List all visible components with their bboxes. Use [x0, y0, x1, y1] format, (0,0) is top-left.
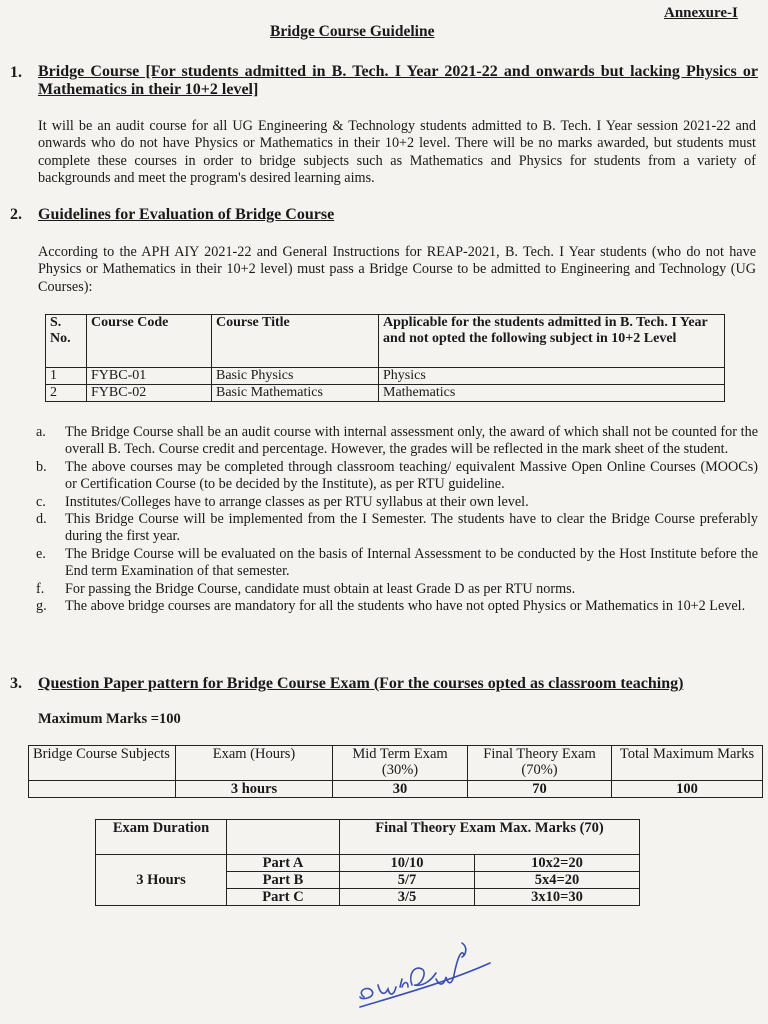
header-cell: Exam Duration	[96, 820, 227, 855]
header-cell: Course Title	[212, 315, 379, 368]
list-item	[36, 424, 758, 459]
list-item-label: g.	[36, 598, 47, 615]
table-cell: 5x4=20	[475, 872, 640, 889]
section-3-title: Question Paper pattern for Bridge Course Exam (For the courses opted as classroom teaching)	[38, 675, 684, 692]
list-item	[36, 598, 758, 615]
table-cell: Physics	[379, 368, 725, 385]
handwritten-signature	[350, 935, 500, 1020]
marks-distribution-table	[95, 819, 640, 906]
table-cell: Basic Mathematics	[212, 385, 379, 402]
table-header-row	[46, 315, 725, 368]
table-cell: 3/5	[340, 889, 475, 906]
list-item-text: The above bridge courses are mandatory for all the students who have not opted Physics or Mathematics in 10+2 Level.	[65, 598, 746, 615]
guideline-points	[36, 424, 758, 615]
list-item-text: This Bridge Course will be implemented from the I Semester. The students have to clear the Bridge Course preferably during the first year.	[65, 511, 758, 545]
list-item-label: d.	[36, 511, 47, 528]
list-item-text: The Bridge Course will be evaluated on the basis of Internal Assessment to be conducted by the Host Institute before the End term Examination of that semester.	[65, 545, 758, 580]
list-item-text: The Bridge Course shall be an audit course with internal assessment only, the award of which shall not be counted for the overall B. Tech. Course credit and percentage. However, the grades will be reflected in the mark sheet of the student.	[65, 424, 758, 458]
table-cell: Basic Physics	[212, 368, 379, 385]
list-item-text: Institutes/Colleges have to arrange classes as per RTU syllabus at their own level.	[65, 493, 529, 510]
table-cell	[29, 781, 176, 798]
header-cell: Total Maximum Marks	[612, 746, 763, 781]
list-item-text: For passing the Bridge Course, candidate must obtain at least Grade D as per RTU norms.	[65, 580, 576, 597]
table-header-row	[96, 820, 640, 855]
table-row	[29, 781, 763, 798]
table-cell: 3 hours	[176, 781, 333, 798]
table-cell: Mathematics	[379, 385, 725, 402]
section-2-intro: According to the APH AIY 2021-22 and General Instructions for REAP-2021, B. Tech. I Year students (who do not have Physics or Mathematics in their 10+2 level) must pass a Bridge Course to be admitted to Engineering and Technology (UG Courses):	[38, 244, 756, 295]
list-item	[36, 511, 758, 546]
list-item-label: e.	[36, 545, 46, 562]
header-cell	[227, 820, 340, 855]
section-1-number: 1.	[10, 64, 22, 81]
list-item-label: f.	[36, 580, 45, 597]
table-cell: 2	[46, 385, 87, 402]
list-item-label: b.	[36, 458, 47, 475]
table-cell: 30	[333, 781, 468, 798]
table-cell: 1	[46, 368, 87, 385]
table-cell: 100	[612, 781, 763, 798]
section-1-title: Bridge Course [For students admitted in B. Tech. I Year 2021-22 and onwards but lacking Physics or Mathematics in their 10+2 level]	[38, 63, 758, 98]
table-cell: Part A	[227, 855, 340, 872]
header-cell: Course Code	[87, 315, 212, 368]
table-row	[96, 855, 640, 872]
annexure-label: Annexure-I	[664, 5, 738, 21]
table-cell: 70	[468, 781, 612, 798]
list-item-text: The above courses may be completed through classroom teaching/ equivalent Massive Open Online Courses (MOOCs) or Certification Course (to be decided by the Institute), as per RTU guideline.	[65, 458, 758, 493]
section-3-number: 3.	[10, 675, 22, 692]
section-1-body: It will be an audit course for all UG Engineering & Technology students admitted to B. Tech. I Year session 2021-22 and onwards who do not have Physics or Mathematics in their 10+2 level. There will be no marks awarded, but students must complete these courses in order to bridge subjects such as Mathematics and Physics for students from a variety of backgrounds and meet the program's desired learning aims.	[38, 118, 756, 187]
list-item	[36, 459, 758, 494]
header-cell: Mid Term Exam (30%)	[333, 746, 468, 781]
list-item	[36, 581, 758, 598]
list-item	[36, 546, 758, 581]
header-cell: Exam (Hours)	[176, 746, 333, 781]
section-2-title: Guidelines for Evaluation of Bridge Course	[38, 206, 335, 223]
header-cell: Bridge Course Subjects	[29, 746, 176, 781]
table-cell: FYBC-02	[87, 385, 212, 402]
table-cell: Part C	[227, 889, 340, 906]
course-table	[45, 314, 725, 402]
section-2-number: 2.	[10, 206, 22, 223]
header-cell: Final Theory Exam (70%)	[468, 746, 612, 781]
list-item-label: c.	[36, 493, 46, 510]
list-item	[36, 494, 758, 511]
table-cell: 5/7	[340, 872, 475, 889]
header-cell: S. No.	[46, 315, 87, 368]
document-title: Bridge Course Guideline	[270, 23, 435, 40]
maximum-marks: Maximum Marks =100	[38, 711, 181, 727]
table-row	[46, 385, 725, 402]
table-row	[46, 368, 725, 385]
signature-icon	[350, 935, 500, 1015]
table-header-row	[29, 746, 763, 781]
duration-cell: 3 Hours	[96, 855, 227, 906]
table-cell: FYBC-01	[87, 368, 212, 385]
list-item-label: a.	[36, 424, 46, 440]
table-cell: 10/10	[340, 855, 475, 872]
header-cell: Final Theory Exam Max. Marks (70)	[340, 820, 640, 855]
table-cell: 3x10=30	[475, 889, 640, 906]
table-cell: Part B	[227, 872, 340, 889]
header-cell: Applicable for the students admitted in B. Tech. I Year and not opted the following subject in 10+2 Level	[379, 315, 725, 368]
table-cell: 10x2=20	[475, 855, 640, 872]
exam-pattern-table	[28, 745, 763, 798]
